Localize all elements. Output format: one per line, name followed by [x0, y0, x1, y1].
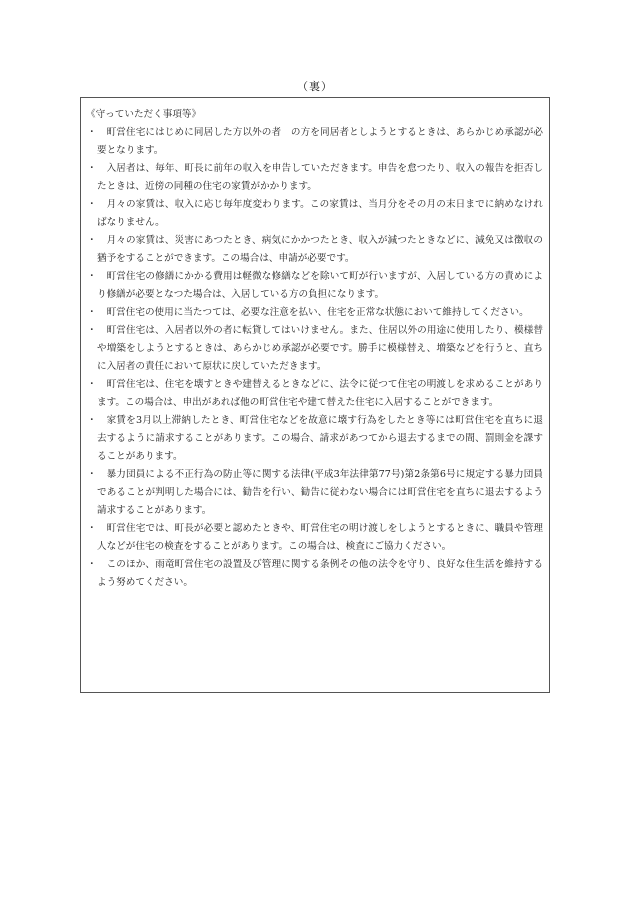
notice-item — [87, 520, 543, 556]
notice-item — [87, 376, 543, 412]
notice-list — [87, 124, 543, 592]
bullet: ・ — [87, 415, 97, 426]
notice-item-text: 町営住宅は、入居者以外の者に転貸してはいけません。また、住居以外の用途に使用したり、模様替や増築をしようとするときは、あらかじめ承認が必要です。勝手に模様替え、増築などを行うと、直ちに入居者の責任において原状に戻していただきます。 — [97, 325, 543, 372]
bullet: ・ — [87, 271, 97, 282]
notice-item-text: 暴力団員による不正行為の防止等に関する法律(平成3年法律第77号)第2条第6号に規定する暴力団員であることが判明した場合には、勧告を行い、勧告に従わない場合には町営住宅を直ちに退去するよう請求することがあります。 — [97, 469, 543, 516]
notice-item-text: 家賃を3月以上滞納したとき、町営住宅などを故意に壊す行為をしたとき等には町営住宅を直ちに退去するように請求することがあります。この場合、請求があつてから退去するまでの間、罰則金を課することがあります。 — [97, 415, 543, 462]
notice-item — [87, 304, 543, 322]
notice-item — [87, 466, 543, 520]
notice-item — [87, 124, 543, 160]
notice-item — [87, 322, 543, 376]
notice-item-text: 町営住宅では、町長が必要と認めたときや、町営住宅の明け渡しをしようとするときに、職員や管理人などが住宅の検査をすることがあります。この場合は、検査にご協力ください。 — [97, 523, 543, 552]
bullet: ・ — [87, 325, 97, 336]
notice-item — [87, 556, 543, 592]
notice-item — [87, 268, 543, 304]
bullet: ・ — [87, 559, 97, 570]
notice-item — [87, 196, 543, 232]
notice-item-text: 町営住宅の使用に当たつては、必要な注意を払い、住宅を正常な状態において維持してください。 — [106, 307, 529, 318]
bullet: ・ — [87, 307, 97, 318]
bullet: ・ — [87, 127, 97, 138]
notice-title: 《守っていただく事項等》 — [86, 109, 202, 120]
notice-item-text: 月々の家賃は、収入に応じ毎年度変わります。この家賃は、当月分をその月の末日までに納めなければなりません。 — [97, 199, 543, 228]
notice-item-text: 入居者は、毎年、町長に前年の収入を申告していただきます。申告を怠つたり、収入の報告を拒否したときは、近傍の同種の住宅の家賃がかかります。 — [97, 163, 543, 192]
bullet: ・ — [87, 469, 97, 480]
notice-box — [80, 97, 550, 693]
bullet: ・ — [87, 163, 97, 174]
notice-item-text: このほか、雨竜町営住宅の設置及び管理に関する条例その他の法令を守り、良好な住生活を維持するよう努めてください。 — [97, 559, 543, 588]
bullet: ・ — [87, 379, 97, 390]
page-heading: （裏） — [297, 80, 333, 93]
bullet: ・ — [87, 199, 97, 210]
bullet: ・ — [87, 523, 97, 534]
notice-item-text: 町営住宅の修繕にかかる費用は軽微な修繕などを除いて町が行いますが、入居している方の責めにより修繕が必要となつた場合は、入居している方の負担になります。 — [97, 271, 543, 300]
notice-item — [87, 160, 543, 196]
notice-item — [87, 232, 543, 268]
notice-item — [87, 412, 543, 466]
notice-item-text: 月々の家賃は、災害にあつたとき、病気にかかつたとき、収入が減つたときなどに、減免又は徴収の猶予をすることができます。この場合は、申請が必要です。 — [97, 235, 543, 264]
bullet: ・ — [87, 235, 97, 246]
notice-item-text: 町営住宅は、住宅を壊すときや建替えるときなどに、法令に従つて住宅の明渡しを求めることがあります。この場合は、申出があれば他の町営住宅や建て替えた住宅に入居することができます。 — [97, 379, 543, 408]
notice-item-text: 町営住宅にはじめに同居した方以外の者 の方を同居者としようとするときは、あらかじめ承認が必要となります。 — [97, 127, 543, 156]
